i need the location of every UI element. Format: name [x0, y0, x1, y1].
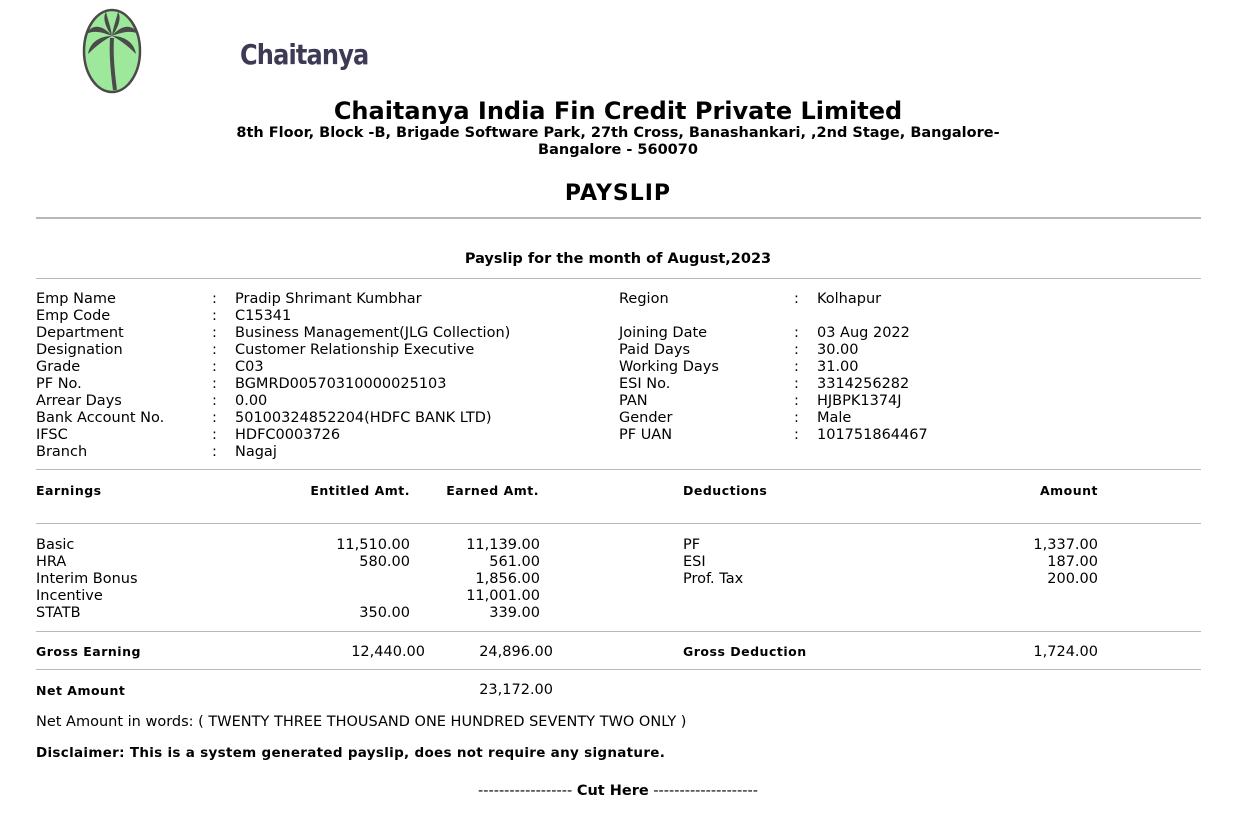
- earning-name: Basic: [36, 537, 75, 553]
- field-label: Arrear Days: [36, 393, 122, 409]
- earning-entitled: 11,510.00: [336, 537, 410, 553]
- field-value: 50100324852204(HDFC BANK LTD): [235, 410, 492, 426]
- field-separator: :: [212, 444, 217, 460]
- field-separator: :: [212, 308, 217, 324]
- field-value: BGMRD00570310000025103: [235, 376, 447, 392]
- field-value: 3314256282: [817, 376, 910, 392]
- gross-earning-label: Gross Earning: [36, 644, 141, 659]
- cut-dashes-left: ------------------: [478, 783, 573, 799]
- divider: [36, 523, 1201, 524]
- field-value: HDFC0003726: [235, 427, 341, 443]
- field-label: Emp Code: [36, 308, 111, 324]
- field-value: Pradip Shrimant Kumbhar: [235, 291, 422, 307]
- field-separator: :: [794, 359, 799, 375]
- divider: [36, 278, 1201, 279]
- field-label: Emp Name: [36, 291, 116, 307]
- field-label: IFSC: [36, 427, 68, 443]
- field-label: Department: [36, 325, 124, 341]
- field-label: Region: [619, 291, 669, 307]
- gross-deduction-label: Gross Deduction: [683, 644, 807, 659]
- earning-name: Interim Bonus: [36, 571, 138, 587]
- earning-earned: 1,856.00: [475, 571, 540, 587]
- earnings-header: Earnings: [36, 483, 102, 498]
- deductions-header: Deductions: [683, 483, 768, 498]
- earning-earned: 11,139.00: [466, 537, 540, 553]
- net-amount-label: Net Amount: [36, 683, 126, 698]
- company-logo: [82, 8, 369, 96]
- earning-earned: 339.00: [489, 605, 540, 621]
- deduction-amount: 187.00: [1047, 554, 1098, 570]
- field-separator: :: [794, 427, 799, 443]
- earning-name: HRA: [36, 554, 67, 570]
- logo-text: Chaitanya: [240, 38, 369, 71]
- field-value: HJBPK1374J: [817, 393, 902, 409]
- cut-dashes-right: --------------------: [653, 783, 758, 799]
- field-value: 101751864467: [817, 427, 928, 443]
- field-separator: :: [794, 325, 799, 341]
- disclaimer: Disclaimer: This is a system generated payslip, does not require any signature.: [36, 745, 666, 761]
- field-separator: :: [212, 393, 217, 409]
- company-address-line2: Bangalore - 560070: [538, 142, 698, 158]
- net-amount: 23,172.00: [479, 682, 553, 698]
- earning-earned: 561.00: [489, 554, 540, 570]
- field-label: Grade: [36, 359, 81, 375]
- payslip-period: Payslip for the month of August,2023: [464, 251, 772, 267]
- field-label: PAN: [619, 393, 648, 409]
- divider: [36, 669, 1201, 670]
- deduction-amount: 1,337.00: [1033, 537, 1098, 553]
- field-value: C03: [235, 359, 264, 375]
- field-label: Joining Date: [619, 325, 708, 341]
- field-label: ESI No.: [619, 376, 671, 392]
- field-label: Designation: [36, 342, 123, 358]
- deduction-name: Prof. Tax: [683, 571, 744, 587]
- field-separator: :: [794, 410, 799, 426]
- field-separator: :: [212, 376, 217, 392]
- field-separator: :: [212, 325, 217, 341]
- palm-tree-icon: [82, 8, 144, 94]
- field-label: Branch: [36, 444, 88, 460]
- field-value: Kolhapur: [817, 291, 882, 307]
- company-name: Chaitanya India Fin Credit Private Limited: [333, 97, 903, 125]
- field-value: Nagaj: [235, 444, 277, 460]
- field-value: Customer Relationship Executive: [235, 342, 475, 358]
- gross-entitled: 12,440.00: [351, 644, 425, 660]
- amount-header: Amount: [1039, 483, 1098, 498]
- earned-header: Earned Amt.: [446, 483, 539, 498]
- deduction-name: PF: [683, 537, 701, 553]
- field-label: Bank Account No.: [36, 410, 165, 426]
- earning-entitled: 580.00: [359, 554, 410, 570]
- deduction-name: ESI: [683, 554, 706, 570]
- field-value: Business Management(JLG Collection): [235, 325, 511, 341]
- gross-deduction: 1,724.00: [1033, 644, 1098, 660]
- deduction-amount: 200.00: [1047, 571, 1098, 587]
- earning-entitled: 350.00: [359, 605, 410, 621]
- field-label: Paid Days: [619, 342, 691, 358]
- gross-earned: 24,896.00: [479, 644, 553, 660]
- divider: [36, 217, 1201, 219]
- field-separator: :: [212, 291, 217, 307]
- field-separator: :: [212, 342, 217, 358]
- field-value: C15341: [235, 308, 292, 324]
- payslip-title: PAYSLIP: [564, 181, 672, 206]
- field-separator: :: [212, 427, 217, 443]
- divider: [36, 469, 1201, 470]
- field-separator: :: [794, 291, 799, 307]
- net-amount-in-words: Net Amount in words: ( TWENTY THREE THOUSAND ONE HUNDRED SEVENTY TWO ONLY ): [36, 714, 687, 730]
- cut-here-line: [0, 783, 1236, 799]
- field-value: 0.00: [235, 393, 268, 409]
- earning-earned: 11,001.00: [466, 588, 540, 604]
- earning-name: STATB: [36, 605, 81, 621]
- field-separator: :: [794, 393, 799, 409]
- field-separator: :: [212, 410, 217, 426]
- field-label: Working Days: [619, 359, 719, 375]
- field-label: PF No.: [36, 376, 82, 392]
- field-separator: :: [794, 342, 799, 358]
- company-address-line1: 8th Floor, Block -B, Brigade Software Park, 27th Cross, Banashankari, ,2nd Stage, Bangalore-: [236, 125, 1000, 141]
- cut-here-label: Cut Here: [576, 783, 649, 799]
- field-separator: :: [794, 376, 799, 392]
- field-value: Male: [817, 410, 852, 426]
- field-value: 31.00: [817, 359, 859, 375]
- divider: [36, 631, 1201, 632]
- field-value: 03 Aug 2022: [817, 325, 910, 341]
- field-value: 30.00: [817, 342, 859, 358]
- field-label: Gender: [619, 410, 673, 426]
- field-label: PF UAN: [619, 427, 673, 443]
- field-separator: :: [212, 359, 217, 375]
- earning-name: Incentive: [36, 588, 103, 604]
- entitled-header: Entitled Amt.: [310, 483, 410, 498]
